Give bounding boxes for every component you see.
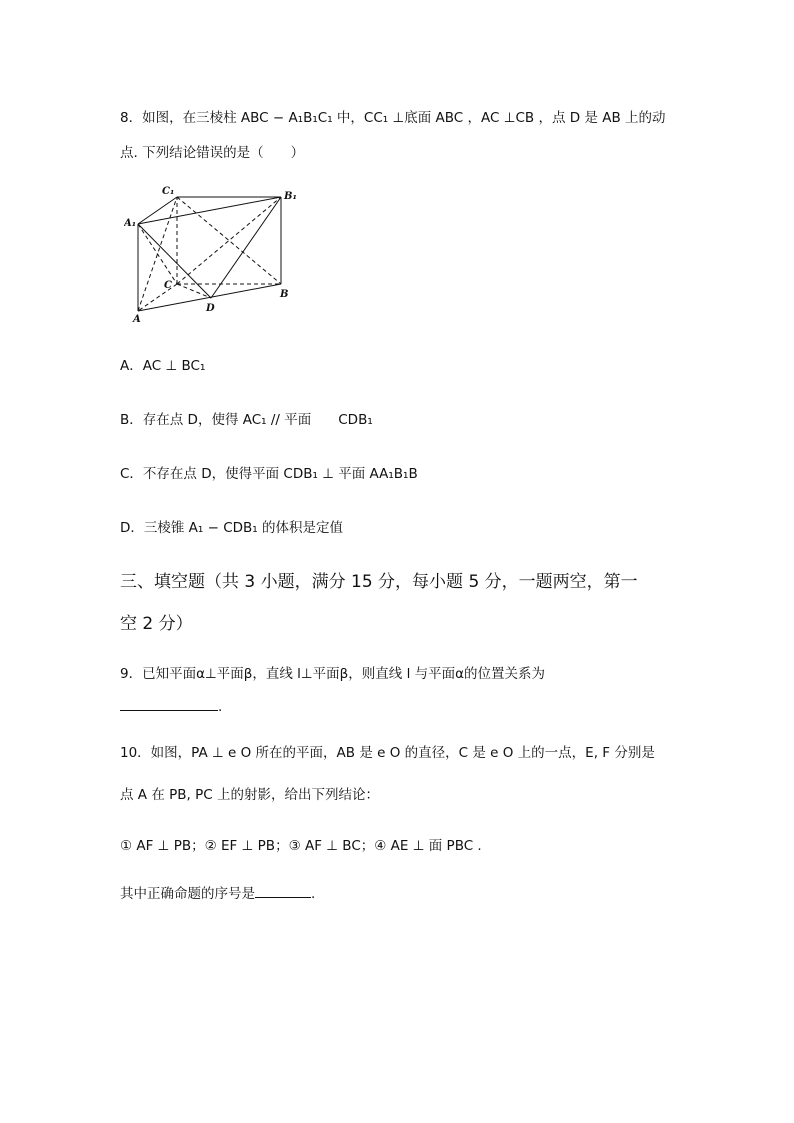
label-A: A	[133, 314, 141, 325]
q9-end-period: .	[218, 699, 223, 715]
q10-question-text: 其中正确命题的序号是	[120, 886, 255, 902]
label-B: B	[280, 289, 289, 300]
q10-statements: ① AF ⊥ PB；② EF ⊥ PB；③ AF ⊥ BC；④ AE ⊥ 面 PBC .	[120, 838, 482, 854]
section-heading-line1: 三、填空题（共 3 小题，满分 15 分，每小题 5 分，一题两空，第一	[120, 572, 638, 592]
section-heading-line2: 空 2 分）	[120, 614, 193, 634]
q8-option-a: A．AC ⊥ BC₁	[120, 358, 206, 374]
q9-answer-line	[120, 696, 222, 717]
label-A1: A₁	[124, 218, 137, 229]
label-B1: B₁	[284, 191, 297, 202]
edge-A1-D	[138, 224, 211, 298]
prism-figure	[124, 180, 304, 325]
q8-option-d: D．三棱锥 A₁ − CDB₁ 的体积是定值	[120, 520, 344, 536]
q8-stem-line1: 8．如图，在三棱柱 ABC − A₁B₁C₁ 中，CC₁ ⊥底面 ABC ，AC ⊥CB ，点 D 是 AB 上的动	[120, 110, 666, 126]
q10-question-line	[120, 883, 315, 904]
label-C: C	[164, 280, 172, 291]
q9-stem: 9．已知平面α⊥平面β，直线 l⊥平面β，则直线 l 与平面α的位置关系为	[120, 666, 546, 682]
q10-end-period: .	[311, 886, 316, 902]
edge-B1-D	[211, 197, 281, 298]
edge-A1-B1	[138, 197, 281, 224]
q8-stem-line2: 点. 下列结论错误的是（ ）	[120, 145, 305, 161]
label-D: D	[206, 303, 215, 314]
q10-stem-line1: 10．如图，PA ⊥ e O 所在的平面，AB 是 e O 的直径，C 是 e O 上的一点，E, F 分别是	[120, 745, 655, 761]
q10-answer-blank[interactable]	[255, 883, 311, 898]
edge-C-D	[177, 284, 211, 298]
q9-answer-blank[interactable]	[120, 696, 218, 711]
q8-option-b: B．存在点 D，使得 AC₁ // 平面 CDB₁	[120, 412, 373, 428]
q10-stem-line2: 点 A 在 PB, PC 上的射影，给出下列结论：	[120, 787, 379, 803]
edge-A1-C	[138, 224, 177, 284]
q8-option-c: C．不存在点 D，使得平面 CDB₁ ⊥ 平面 AA₁B₁B	[120, 466, 418, 482]
label-C1: C₁	[162, 186, 175, 197]
